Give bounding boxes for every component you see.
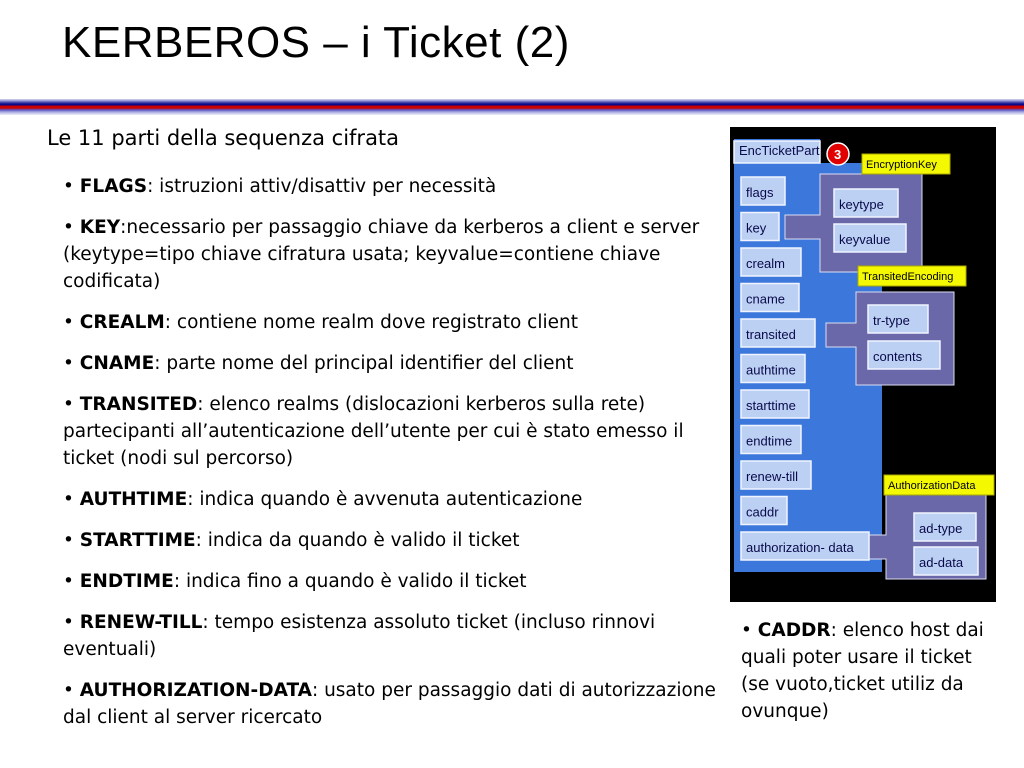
field-flags-label: flags	[746, 185, 774, 200]
bullet-text: : indica fino a quando è valido il ticket	[173, 571, 527, 592]
bullet-item-cname: • CNAME: parte nome del principal identifier del client	[63, 353, 574, 374]
bullet-text: :necessario per passaggio chiave da kerberos a client e server (keytype=tipo chiave cifratura usata; keyvalue=contiene chiave codificata)	[63, 217, 700, 292]
field-renewtill-label: renew-till	[746, 469, 799, 484]
field-transited-label: transited	[746, 327, 796, 342]
field-authorizationdata-label: authorization- data	[746, 540, 854, 555]
bullet-term: CREALM	[79, 312, 165, 333]
bullet-item-renew-till: • RENEW-TILL: tempo esistenza assoluto ticket (incluso rinnovi eventuali)	[63, 612, 656, 660]
bullet-item-starttime: • STARTTIME: indica da quando è valido il ticket	[63, 530, 520, 551]
bullet-term: CNAME	[79, 353, 155, 374]
bullet-term: AUTHTIME	[79, 489, 188, 510]
caddr-term: CADDR	[757, 620, 831, 641]
bullet-text: : istruzioni attiv/disattiv per necessità	[147, 176, 497, 197]
bullet-text: : elenco realms (dislocazioni kerberos sulla rete) partecipanti all’autenticazione dell’utente per cui è stato emesso il ticket (nodi sul percorso)	[63, 394, 684, 469]
group-item-keyvalue-label: keyvalue	[839, 232, 891, 247]
bullet-term: TRANSITED	[79, 394, 198, 415]
group-item-addata-label: ad-data	[919, 555, 964, 570]
bullet-term: AUTHORIZATION-DATA	[79, 680, 312, 701]
field-cname-label: cname	[746, 291, 786, 307]
slide-title: KERBEROS – i Ticket (2)	[62, 18, 570, 67]
bullet-text: : parte nome del principal identifier del client	[154, 353, 574, 374]
bullet-term: ENDTIME	[79, 571, 174, 592]
field-crealm-label: crealm	[746, 256, 786, 271]
title-divider	[0, 99, 1024, 115]
bullet-item-authorization-data: • AUTHORIZATION-DATA: usato per passaggio dati di autorizzazione dal client al server ricercato	[63, 680, 716, 728]
bullet-item-flags: • FLAGS: istruzioni attiv/disattiv per necessità	[63, 176, 497, 197]
enc-ticket-part-diagram	[730, 127, 996, 602]
bullet-term: KEY	[79, 217, 121, 238]
bullet-text: : usato per passaggio dati di autorizzazione dal client al server ricercato	[63, 680, 716, 728]
badge-number: 3	[834, 147, 842, 162]
field-endtime-label: endtime	[746, 433, 793, 449]
field-starttime-label: starttime	[746, 398, 796, 413]
field-caddr-label: caddr	[746, 504, 779, 520]
bullet-item-crealm: • CREALM: contiene nome realm dove registrato client	[63, 312, 578, 333]
diagram-header-label: EncTicketPart	[739, 143, 820, 158]
group-title-2: AuthorizationData	[888, 480, 976, 492]
bullet-item-endtime: • ENDTIME: indica fino a quando è valido il ticket	[63, 571, 527, 592]
group-item-adtype-label: ad-type	[919, 521, 963, 536]
bullet-item-transited: • TRANSITED: elenco realms (dislocazioni kerberos sulla rete) partecipanti all’autenticazione dell’utente per cui è stato emesso il ticket (nodi sul percorso)	[63, 394, 684, 469]
group-title-0: EncryptionKey	[866, 159, 937, 171]
group-title-1: TransitedEncoding	[862, 271, 954, 283]
group-item-keytype-label: keytype	[839, 197, 884, 212]
bullet-text: : contiene nome realm dove registrato client	[164, 312, 578, 333]
bullet-term: FLAGS	[79, 176, 148, 197]
caddr-note: • CADDR: elenco host dai quali poter usare il ticket (se vuoto,ticket utiliz da ovunque)	[741, 620, 984, 722]
bullet-item-key: • KEY:necessario per passaggio chiave da kerberos a client e server (keytype=tipo chiave cifratura usata; keyvalue=contiene chiave codificata)	[63, 217, 700, 292]
group-item-contents-label: contents	[873, 349, 923, 364]
slide-subtitle: Le 11 parti della sequenza cifrata	[47, 126, 400, 150]
field-authtime-label: authtime	[746, 362, 796, 378]
bullet-term: RENEW-TILL	[79, 612, 203, 633]
field-key-label: key	[746, 220, 767, 236]
bullet-text: : indica da quando è valido il ticket	[195, 530, 520, 551]
bullet-text: : indica quando è avvenuta autenticazione	[187, 489, 583, 510]
bullet-term: STARTTIME	[79, 530, 196, 551]
caddr-text: : elenco host dai quali poter usare il ticket (se vuoto,ticket utiliz da ovunque)	[741, 620, 984, 722]
group-item-trtype-label: tr-type	[873, 313, 910, 328]
bullet-text: : tempo esistenza assoluto ticket (incluso rinnovi eventuali)	[63, 612, 656, 660]
bullet-list	[63, 173, 723, 745]
bullet-item-authtime: • AUTHTIME: indica quando è avvenuta autenticazione	[63, 489, 583, 510]
